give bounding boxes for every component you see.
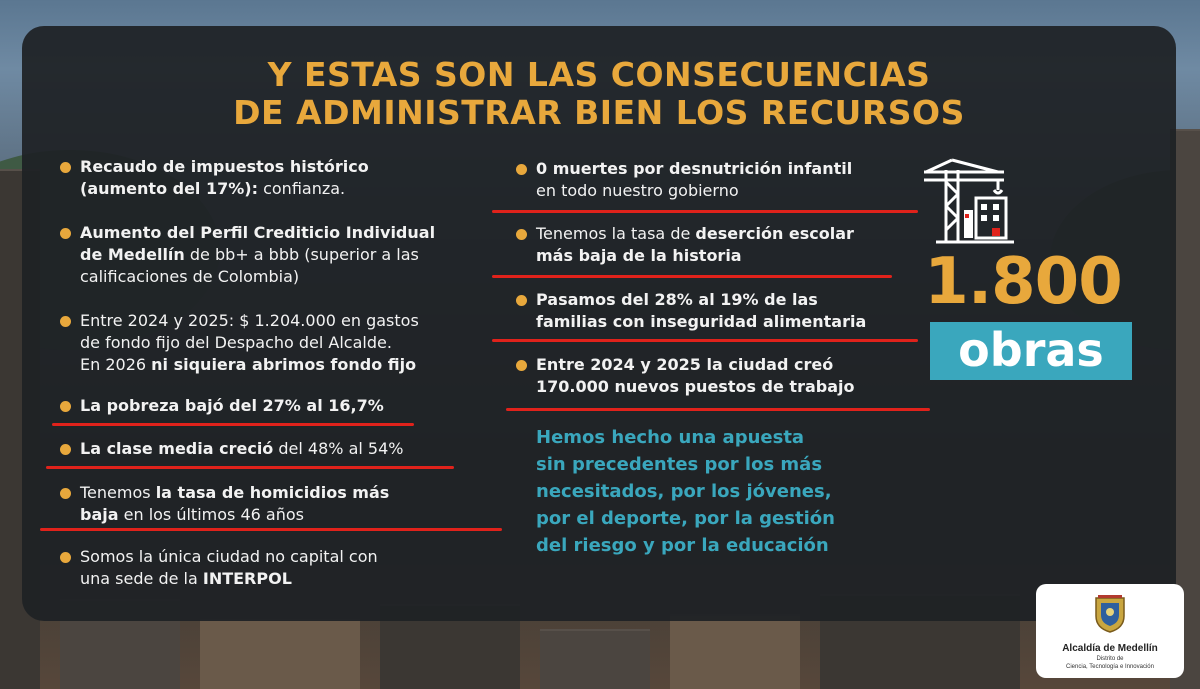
item-bold: Recaudo de impuestos histórico (80, 157, 369, 176)
list-item (536, 223, 854, 267)
statement-line: del riesgo y por la educación (536, 535, 829, 556)
item-bold: 170.000 nuevos puestos de trabajo (536, 377, 855, 396)
bullet-icon (516, 164, 527, 175)
list-item (536, 289, 866, 333)
works-label: obras (958, 323, 1104, 377)
item-bold: INTERPOL (202, 569, 292, 588)
alcaldia-logo (1036, 584, 1184, 678)
list-item (536, 158, 852, 202)
list-item (80, 222, 435, 288)
item-bold: baja (80, 505, 119, 524)
item-text: confianza. (258, 179, 346, 198)
list-item (80, 482, 389, 526)
statement-line: necesitados, por los jóvenes, (536, 481, 832, 502)
statement-line: Hemos hecho una apuesta (536, 427, 805, 448)
list-item (80, 156, 369, 200)
bullet-icon (60, 316, 71, 327)
item-bold: La pobreza bajó del 27% al 16,7% (80, 396, 384, 415)
bullet-icon (516, 360, 527, 371)
item-bold: la tasa de homicidios más (155, 483, 390, 502)
coat-of-arms-icon (1092, 594, 1128, 634)
item-bold: (aumento del 17%): (80, 179, 258, 198)
bullet-icon (516, 295, 527, 306)
building (670, 614, 800, 689)
building (200, 619, 360, 689)
red-underline (40, 528, 502, 531)
item-bold: más baja de la historia (536, 246, 742, 265)
item-text: Somos la única ciudad no capital con (80, 547, 378, 566)
list-item (80, 546, 378, 590)
item-bold: Aumento del Perfil Crediticio Individual (80, 223, 436, 242)
logo-subtitle: Distrito de (1096, 656, 1124, 662)
works-count: 1.800 (924, 245, 1122, 319)
item-text: en todo nuestro gobierno (536, 181, 739, 200)
bullet-icon (60, 162, 71, 173)
red-underline (492, 339, 918, 342)
item-text: Tenemos la tasa de (536, 224, 696, 243)
works-label-box (930, 322, 1132, 380)
item-text: de bb+ a bbb (superior a las (184, 245, 419, 264)
item-bold: ni siquiera abrimos fondo fijo (151, 355, 417, 374)
title-line-1: Y ESTAS SON LAS CONSECUENCIAS (267, 55, 931, 94)
bullet-icon (60, 444, 71, 455)
crane-building-icon (918, 158, 1018, 250)
list-item (80, 395, 384, 417)
red-underline (492, 210, 918, 213)
bullet-icon (60, 228, 71, 239)
item-bold: 0 muertes por desnutrición infantil (536, 159, 853, 178)
item-text: En 2026 (80, 355, 152, 374)
item-text: de fondo fijo del Despacho del Alcalde. (80, 333, 392, 352)
item-text: Entre 2024 y 2025: $ 1.204.000 en gastos (80, 311, 419, 330)
statement-line: sin precedentes por los más (536, 454, 823, 475)
item-bold: Pasamos del 28% al 19% de las (536, 290, 818, 309)
page-title (22, 56, 1176, 132)
statement-line: por el deporte, por la gestión (536, 508, 835, 529)
list-item (536, 354, 854, 398)
item-bold: deserción escolar (695, 224, 854, 243)
item-text: Tenemos (80, 483, 156, 502)
item-text: del 48% al 54% (273, 439, 404, 458)
bullet-icon (60, 552, 71, 563)
item-bold: de Medellín (80, 245, 185, 264)
closing-statement (536, 424, 896, 559)
item-bold: Entre 2024 y 2025 la ciudad creó (536, 355, 834, 374)
item-bold: familias con inseguridad alimentaria (536, 312, 867, 331)
bullet-icon (60, 488, 71, 499)
item-bold: La clase media creció (80, 439, 274, 458)
bullet-icon (60, 401, 71, 412)
building (540, 629, 650, 689)
logo-subtitle: Ciencia, Tecnología e Innovación (1066, 664, 1154, 670)
red-underline (506, 408, 930, 411)
item-text: en los últimos 46 años (118, 505, 304, 524)
list-item (80, 438, 403, 460)
item-text: calificaciones de Colombia) (80, 267, 300, 286)
red-underline (492, 275, 892, 278)
red-underline (52, 423, 414, 426)
title-line-2: DE ADMINISTRAR BIEN LOS RECURSOS (233, 93, 965, 132)
bullet-icon (516, 229, 527, 240)
list-item (80, 310, 419, 376)
logo-name: Alcaldía de Medellín (1062, 643, 1158, 654)
item-text: una sede de la (80, 569, 203, 588)
red-underline (46, 466, 454, 469)
